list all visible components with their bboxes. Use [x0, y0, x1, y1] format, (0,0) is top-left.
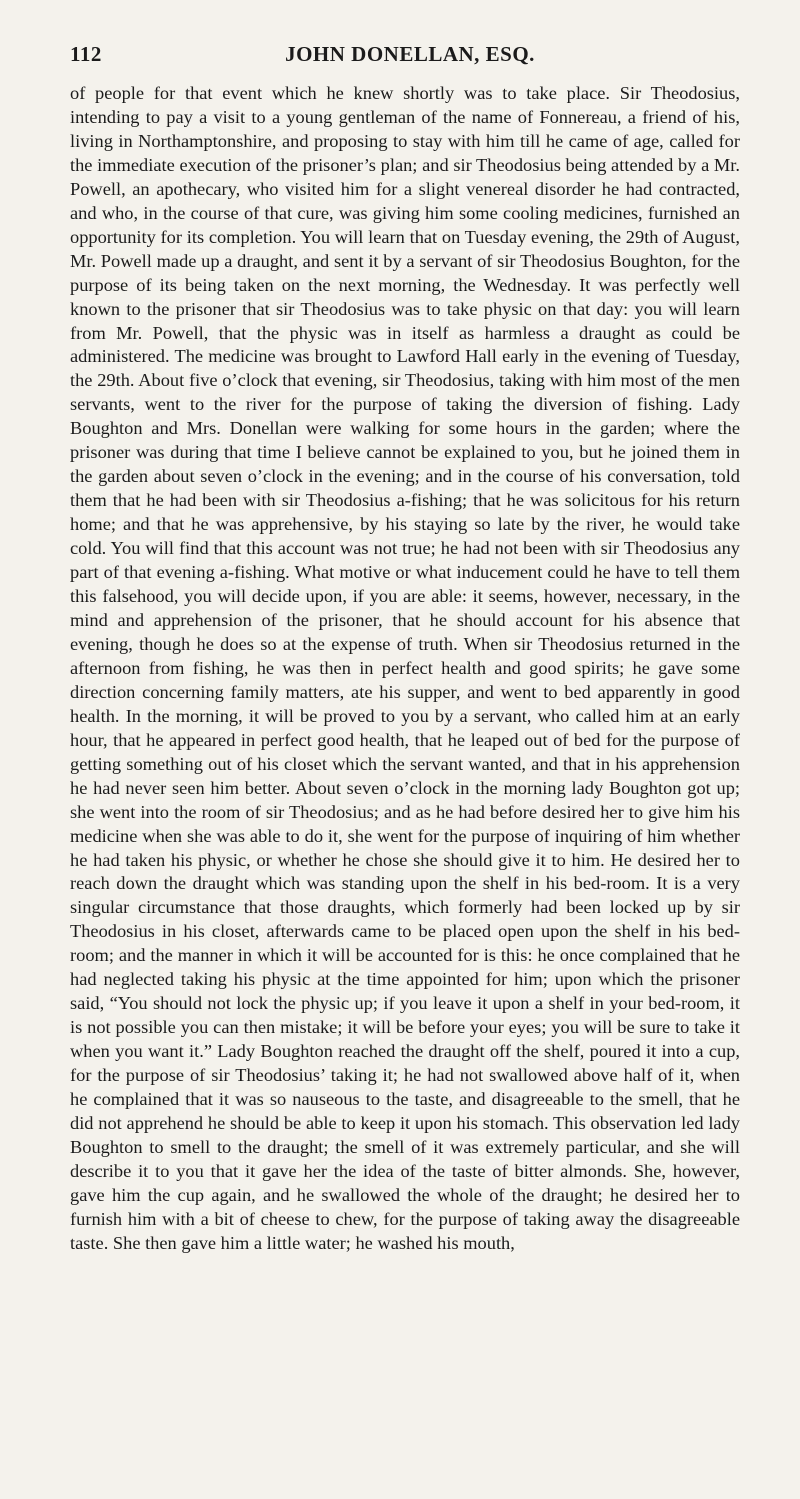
- paragraph: of people for that event which he knew shortly was to take place. Sir Theodosius, intending to pay a visit to a young gentleman of the name of Fonnereau, a friend of his, living in Northamptonshire, and proposing to stay with him till he came of age, called for the immediate execution of the prisoner’s plan; and sir Theodosius being attended by a Mr. Powell, an apothecary, who visited him for a slight venereal disorder he had contracted, and who, in the course of that cure, was giving him some cooling medicines, furnished an opportunity for its completion. You will learn that on Tuesday evening, the 29th of August, Mr. Powell made up a draught, and sent it by a servant of sir Theodosius Boughton, for the purpose of its being taken on the next morning, the Wednesday. It was perfectly well known to the prisoner that sir Theodosius was to take physic on that day: you will learn from Mr. Powell, that the physic was in itself as harmless a draught as could be administered. The medicine was brought to Lawford Hall early in the evening of Tuesday, the 29th. About five o’clock that evening, sir Theodosius, taking with him most of the men servants, went to the river for the purpose of taking the diversion of fishing. Lady Boughton and Mrs. Donellan were walking for some hours in the garden; where the prisoner was during that time I believe cannot be explained to you, but he joined them in the garden about seven o’clock in the evening; and in the course of his conversation, told them that he had been with sir Theodosius a-fishing; that he was solicitous for his return home; and that he was apprehensive, by his staying so late by the river, he would take cold. You will find that this account was not true; he had not been with sir Theodosius any part of that evening a-fishing. What motive or what inducement could he have to tell them this falsehood, you will decide upon, if you are able: it seems, however, necessary, in the mind and apprehension of the prisoner, that he should account for his absence that evening, though he does so at the expense of truth. When sir Theodosius returned in the afternoon from fishing, he was then in perfect health and good spirits; he gave some direction concerning family matters, ate his supper, and went to bed apparently in good health. In the morning, it will be proved to you by a servant, who called him at an early hour, that he appeared in perfect good health, that he leaped out of bed for the purpose of getting something out of his closet which the servant wanted, and that in his apprehension he had never seen him better. About seven o’clock in the morning lady Boughton got up; she went into the room of sir Theodosius; and as he had before desired her to give him his medicine when she was able to do it, she went for the purpose of inquiring of him whether he had taken his physic, or whether he chose she should give it to him. He desired her to reach down the draught which was standing upon the shelf in his bed-room. It is a very singular circumstance that those draughts, which formerly had been locked up by sir Theodosius in his closet, afterwards came to be placed open upon the shelf in his bed-room; and the manner in which it will be accounted for is this: he once complained that he had neglected taking his physic at the time appointed for him; upon which the prisoner said, “You should not lock the physic up; if you leave it upon a shelf in your bed-room, it is not possible you can then mistake; it will be before your eyes; you will be sure to take it when you want it.” Lady Boughton reached the draught off the shelf, poured it into a cup, for the purpose of sir Theodosius’ taking it; he had not swallowed above half of it, when he complained that it was so nauseous to the taste, and disagreeable to the smell, that he did not apprehend he should be able to keep it upon his stomach. This observation led lady Boughton to smell to the draught; the smell of it was extremely particular, and she will describe it to you that it gave her the idea of the taste of bitter almonds. She, however, gave him the cup again, and he swallowed the whole of the draught; he desired her to furnish him with a bit of cheese to chew, for the purpose of taking away the disagreeable taste. She then gave him a little water; he washed his mouth,: [70, 83, 740, 1253]
- page-number: 112: [70, 42, 102, 66]
- running-title: JOHN DONELLAN, ESQ.: [285, 42, 535, 66]
- body-text: [70, 82, 740, 1256]
- running-head: [70, 42, 740, 72]
